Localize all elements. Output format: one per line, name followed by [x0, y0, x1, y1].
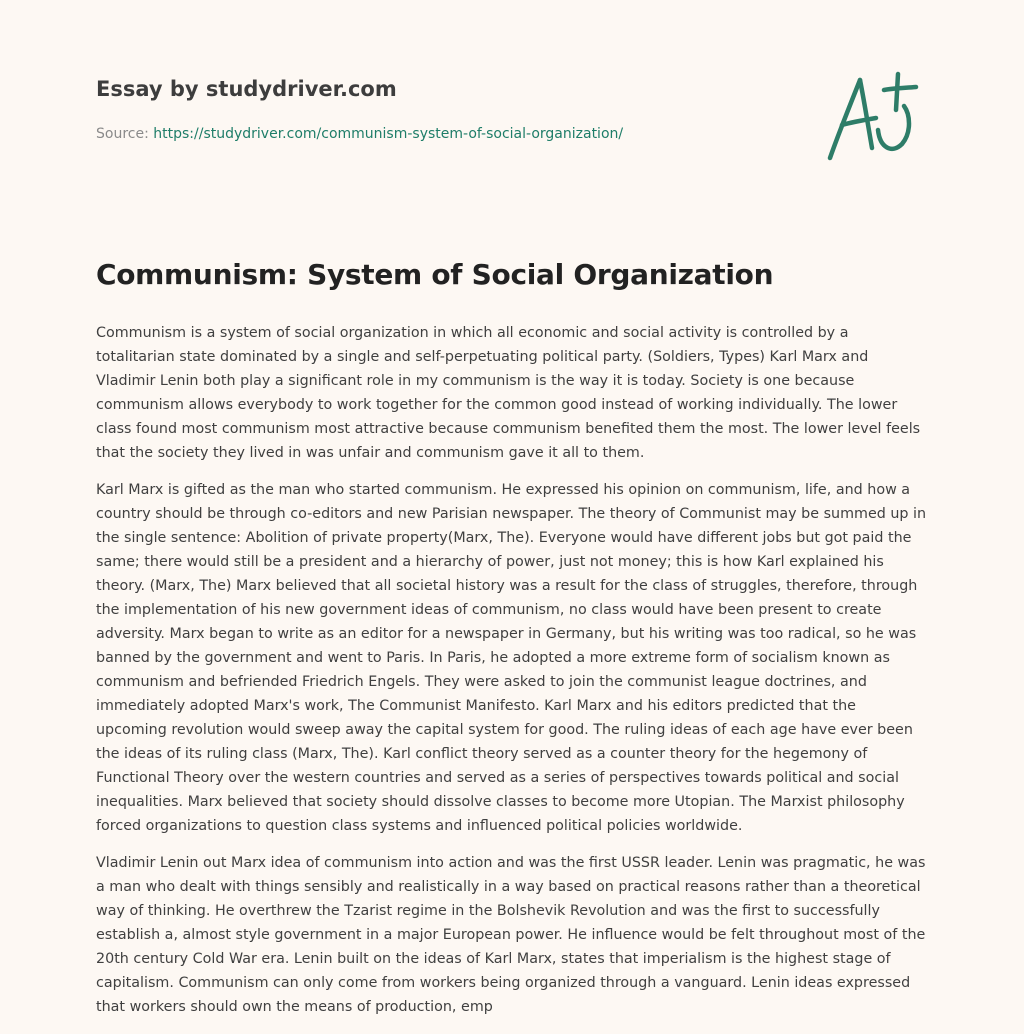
paragraph-1: Communism is a system of social organization in which all economic and social activity is controlled by a totalitarian state dominated by a single and self-perpetuating political party. (Soldiers, Types) Karl Marx and Vladimir Lenin both play a significant role in my communism is the way it is today. Society is one because communism allows everybody to work together for the common good instead of working individually. The lower class found most communism most attractive because communism benefited them the most. The lower level feels that the society they lived in was unfair and communism gave it all to them.: [96, 325, 921, 461]
paragraph-3: Vladimir Lenin out Marx idea of communism into action and was the first USSR leader. Lenin was pragmatic, he was a man who dealt with things sensibly and realistically in a way based on practical reasons rather than a theoretical way of thinking. He overthrew the Tzarist regime in the Bolshevik Revolution and was the first to successfully establish a, almost style government in a major European power. He influence would be felt throughout most of the 20th century Cold War era. Lenin built on the ideas of Karl Marx, states that imperialism is the highest stage of capitalism. Communism can only come from workers being organized through a vanguard. Lenin ideas expressed that workers should own the means of production, emp: [96, 855, 926, 1015]
essay-header: [96, 74, 796, 144]
essay-article: [96, 255, 930, 1032]
source-link[interactable]: https://studydriver.com/communism-system-of-social-organization/: [153, 126, 624, 142]
page-title: Communism: System of Social Organization: [96, 258, 774, 291]
source-label: Source:: [96, 126, 154, 142]
paragraph-2: Karl Marx is gifted as the man who started communism. He expressed his opinion on communism, life, and how a country should be through co-editors and new Parisian newspaper. The theory of Communist may be summed up in the single sentence: Abolition of private property(Marx, The). Everyone would have different jobs but got paid the same; there would still be a president and a hierarchy of power, just not money; this is how Karl explained his theory. (Marx, The) Marx believed that all societal history was a result for the class of struggles, therefore, through the implementation of his new government ideas of communism, no class would have been present to create adversity. Marx began to write as an editor for a newspaper in Germany, but his writing was too radical, so he was banned by the government and went to Paris. In Paris, he adopted a more extreme form of socialism known as communism and befriended Friedrich Engels. They were asked to join the communist league doctrines, and immediately adopted Marx's work, The Communist Manifesto. Karl Marx and his editors predicted that the upcoming revolution would sweep away the capital system for good. The ruling ideas of each age have ever been the ideas of its ruling class (Marx, The). Karl conflict theory served as a counter theory for the hegemony of Functional Theory over the western countries and served as a series of perspectives towards political and social inequalities. Marx believed that society should dissolve classes to become more Utopian. The Marxist philosophy forced organizations to question class systems and influenced political policies worldwide.: [96, 482, 927, 834]
source-line: [96, 124, 796, 144]
a-plus-logo-icon: [820, 70, 930, 165]
site-title: Essay by studydriver.com: [96, 77, 397, 101]
